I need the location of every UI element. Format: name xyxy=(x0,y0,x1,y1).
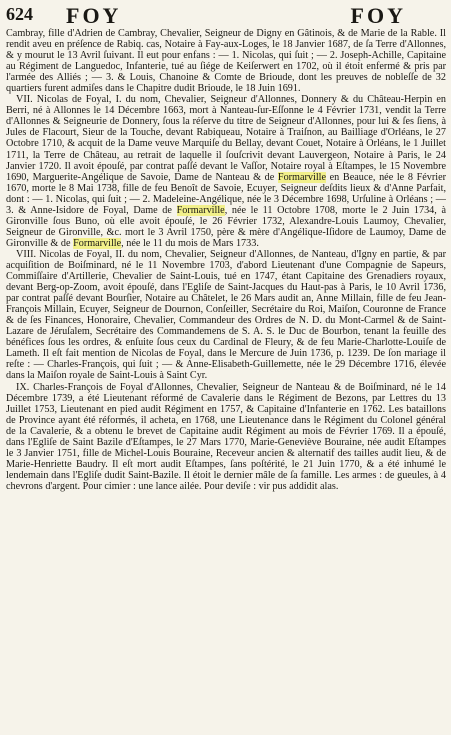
page-header xyxy=(6,4,446,28)
highlighted-term: Formarville xyxy=(73,237,122,249)
running-head-right: FOY xyxy=(350,3,406,28)
text-column xyxy=(6,28,446,492)
paragraph-nicolas-ii: VIII. Nicolas de Foyal, II. du nom, Chevalier, Seigneur d'Allonnes, de Nanteau, d'Igny en partie, & par acquiſition de Boiſminard, né le 11 Novembre 1703, d'abord Lieutenant d'une Compagnie de Sapeurs, Commiſſaire d'Artillerie, Chevalier de Saint-Louis, tué en 1747, étant Capitaine des Grenadiers royaux, devant Berg-op-Zoom, avoit épouſé, dans l'Egliſe de Saint-Jacques du Haut-pas à Paris, le 10 Avril 1736, par contrat paſſé devant Bourſier, Notaire au Châtelet, le 26 Mars audit an, Anne Millain, fille de feu Jean-François Millain, Ecuyer, Seigneur de Dournon, Conſeiller, Secrétaire du Roi, Maiſon, Couronne de France & de ſes Finances, Honoraire, Chevalier, Commandeur des Ordres de N. D. du Mont-Carmel & de Saint-Lazare de Jéruſalem, Secrétaire des Commandemens de S. A. S. le Duc de Bourbon, tenant la feuille des bénéfices ſous les ordres, & enſuite ſous ceux du Cardinal de Fleury, & de feu Marie-Charlotte-Louiſe de Lameth. Il eſt fait mention de Nicolas de Foyal, dans le Mercure de Juin 1736, p. 1239. De ſon mariage il reſte : — Charles-François, qui ſuit ; — & Anne-Elisabeth-Guillemette, née le 29 Décembre 1716, élevée dans la Maiſon royale de Saint-Louis à Saint Cyr. xyxy=(6,248,446,382)
highlighted-term: Formarville xyxy=(277,171,327,183)
highlighted-term: Formarville xyxy=(176,204,225,216)
page-number: 624 xyxy=(6,4,33,24)
paragraph-cambray: Cambray, fille d'Adrien de Cambray, Chevalier, Seigneur de Digny en Gâtinois, & de Marie de la Rable. Il rendit aveu en préſence de Rabiq. cas, Notaire à Fay-aux-Loges, le 18 Janvier 1687, de ſa Terre d'Allonnes, & y mourut le 13 Avril ſuivant. Il eut pour enfans : — 1. Nicolas, qui ſuit ; — 2. Joseph-Achille, Capitaine au Régiment de Languedoc, Infanterie, tué au ſiége de Keiſerwert en 1702, où il étoit enfermé & pris par l'armée des Alliés ; — 3. & Louis, Chanoine & Comte de Brioude, dont les preuves de nobleſſe de 32 quartiers furent admiſes dans le Chapitre dudit Brioude, le 18 Juin 1691. xyxy=(6,28,446,95)
paragraph-nicolas-i: VII. Nicolas de Foyal, I. du nom, Chevalier, Seigneur d'Allonnes, Donnery & du Château-Herpin en Berri, né à Allonnes le 14 Décembre 1663, mort à Nanteau-ſur-Eſſonne le 4 Février 1731, vendit la Terre d'Allonnes & Seigneurie de Donnery, ſous la réſerve du titre de Seigneur d'Allonnes, pour lui & ſes ſiens, à Jules de Flacourt, Sieur de la Touche, devant Rabiqueau, Notaire à Traiſnon, au Bailliage d'Orléans, le 27 Octobre 1710, & acquit de la Dame veuve Marquiſe du Bellay, devant Couet, Notaire à Orléans, le 1 Juillet 1711, la Terre de Château, au retrait de laquelle il ſouſcrivit devant Lauvergeon, Notaire à Paris, le 24 Janvier 1720. Il avoit épouſé, par contrat paſſé devant le Vaſſor, Notaire royal à Eſtampes, le 15 Novembre 1690, Marguerite-Angélique de Savoie, Dame de Nanteau & de Formarville en Beauce, née le 8 Février 1670, morte le 8 Mai 1738, fille de feu Benoît de Savoie, Ecuyer, Seigneur deſdits lieux & d'Anne Parfait, dont : — 1. Nicolas, qui ſuit ; — 2. Madeleine-Angélique, née le 3 Décembre 1698, Urſuline à Orléans ; — 3. & Anne-Isidore de Foyal, Dame de Formarville, née le 11 Octobre 1708, morte le 2 Juin 1734, à Gironville ſous Buno, où elle avoit épouſé, le 26 Février 1732, Alexandre-Louis Laumoy, Chevalier, Seigneur de Gironville, &c. mort le 3 Avril 1750, père & mère d'Angélique-Iſidore de Laumoy, Dame de Gironville & de Formarville, née le 11 du mois de Mars 1733. xyxy=(6,94,446,249)
running-head-left: FOY xyxy=(66,3,122,28)
paragraph-charles-francois: IX. Charles-François de Foyal d'Allonnes, Chevalier, Seigneur de Nanteau & de Boiſminard, né le 14 Décembre 1739, a été Lieutenant réformé de Cavalerie dans le Régiment de Bezons, par Lettres du 13 Juillet 1753, Lieutenant en pied audit Régiment en 1757, & Capitaine d'Infanterie en 1762. Les bataillons de Province ayant été réformés, il acheta, en 1768, une Lieutenance dans le Régiment du Colonel général de la Cavalerie, & a obtenu le brevet de Capitaine audit Régiment au mois de Février 1769. Il a épouſé, dans l'Egliſe de Saint Bazile d'Eſtampes, le 27 Mars 1770, Marie-Geneviève Bouraine, née audit Eſtampes le 3 Janvier 1751, fille de Michel-Louis Bouraine, Receveur ancien & alternatif des tailles audit lieu, & de Marie-Henriette Baudry. Il eſt mort audit Eſtampes, ſans poſtérité, le 21 Juin 1770, & a été inhumé le lendemain dans l'Egliſe dudit Saint-Bazile. Il étoit le dernier mâle de ſa famille. Les armes : de gueules, à 4 chevrons d'argent. Pour cimier : une lance ailée. Pour deviſe : vir pus addidit alas. xyxy=(6,381,446,492)
